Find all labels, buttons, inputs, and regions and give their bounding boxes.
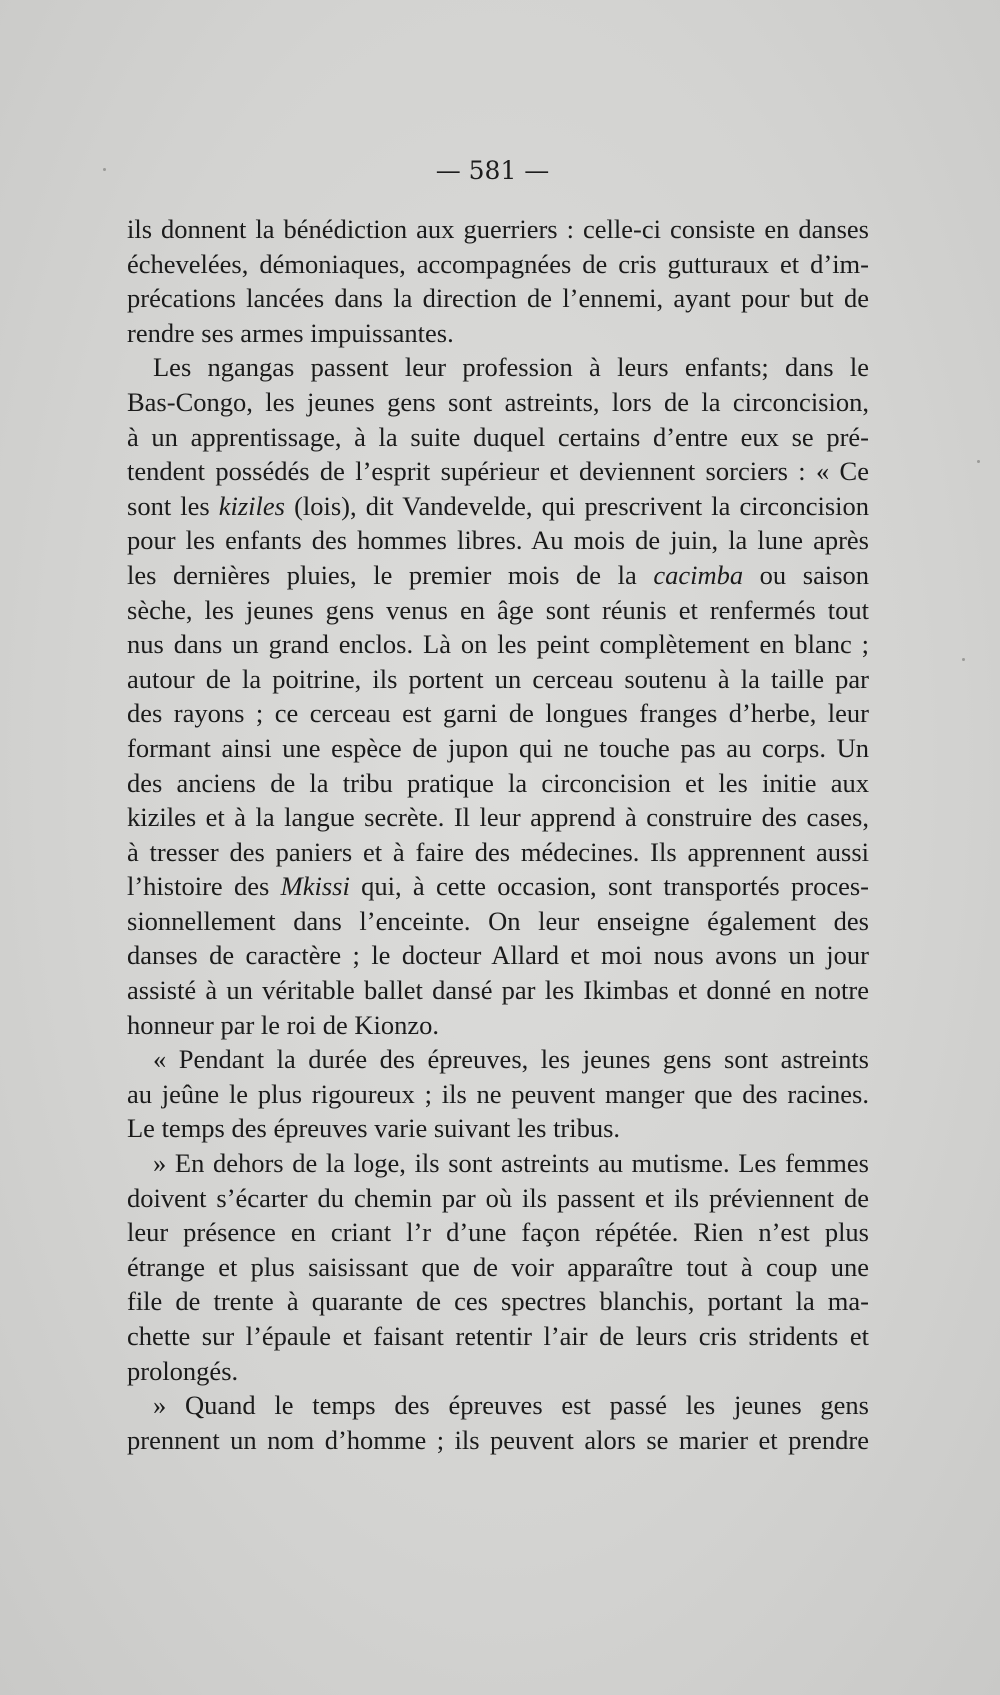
text-line [127, 1215, 869, 1250]
text-segment: sont les [127, 490, 219, 521]
text-line [127, 662, 869, 697]
text-line [127, 212, 869, 247]
text-segment: « Pendant la durée des épreuves, les jeunes gens sont astreints [153, 1044, 869, 1075]
text-line [127, 1077, 869, 1112]
text-segment: chette sur l’épaule et faisant retentir l’air de leurs cris stridents et [127, 1321, 869, 1351]
text-segment: qui, à cette occasion, sont transportés proces- [349, 871, 869, 902]
text-segment: pour les enfants des hommes libres. Au mois de juin, la lune après [127, 525, 869, 556]
text-line [127, 869, 869, 904]
text-line [127, 696, 869, 731]
text-line [127, 281, 869, 316]
text-segment: sèche, les jeunes gens venus en âge sont réunis et renfermés tout [127, 594, 869, 625]
text-line [127, 731, 869, 766]
paper-speck [977, 460, 980, 463]
text-segment: autour de la poitrine, ils portent un cerceau soutenu à la taille par [127, 663, 869, 694]
text-line [127, 523, 869, 558]
text-segment: » En dehors de la loge, ils sont astreints au mutisme. Les femmes [153, 1148, 869, 1179]
text-segment: les dernières pluies, le premier mois de la [127, 559, 654, 590]
text-segment: l’histoire des [127, 871, 281, 902]
text-line [127, 973, 869, 1008]
text-line [127, 247, 869, 282]
text-line [127, 766, 869, 801]
text-segment: file de trente à quarante de ces spectres blanchis, portant la ma- [127, 1286, 869, 1317]
text-segment: des anciens de la tribu pratique la circoncision et les initie aux [127, 767, 869, 798]
text-line [127, 1181, 869, 1216]
text-line [127, 420, 869, 455]
text-segment: à tresser des paniers et à faire des médecines. Ils apprennent aussi [127, 836, 869, 867]
text-segment: tendent possédés de l’esprit supérieur et deviennent sorciers : « Ce [127, 456, 869, 487]
text-line [127, 1319, 869, 1354]
text-segment: Bas-Congo, les jeunes gens sont astreints, lors de la circoncision, [127, 386, 869, 417]
paper-speck [103, 168, 106, 171]
italic-term: cacimba [653, 559, 744, 590]
text-line [127, 904, 869, 939]
page-number: — 581 — [435, 156, 550, 185]
italic-term: kiziles [218, 490, 285, 521]
text-line [127, 938, 869, 973]
text-line [127, 1284, 869, 1319]
text-segment: doivent s’écarter du chemin par où ils passent et ils préviennent de [127, 1182, 869, 1213]
text-line [127, 316, 869, 351]
text-segment: à un apprentissage, à la suite duquel certains d’entre eux se pré- [127, 421, 869, 452]
text-segment: leur présence en criant l’r d’une façon répétée. Rien n’est plus [127, 1217, 869, 1248]
text-line [127, 1354, 869, 1389]
text-segment: précations lancées dans la direction de l’ennemi, ayant pour but de [127, 283, 869, 314]
text-line [127, 1042, 869, 1077]
text-segment: ou saison [743, 559, 870, 590]
text-segment: formant ainsi une espèce de jupon qui ne touche pas au corps. Un [127, 732, 869, 763]
text-line [127, 593, 869, 628]
text-segment: assisté à un véritable ballet dansé par les Ikimbas et donné en notre [127, 975, 869, 1006]
text-segment: ils donnent la bénédiction aux guerriers : celle-ci consiste en danses [127, 214, 869, 244]
text-line [127, 627, 869, 662]
text-segment: sionnellement dans l’enceinte. On leur enseigne également des [127, 905, 869, 936]
text-segment: rendre ses armes impuissantes. [127, 317, 454, 348]
text-line [127, 350, 869, 385]
text-line [127, 1388, 869, 1423]
text-line [127, 489, 869, 524]
text-line [127, 835, 869, 870]
text-line [127, 454, 869, 489]
text-segment: prennent un nom d’homme ; ils peuvent alors se marier et prendre [127, 1424, 869, 1455]
body-text [127, 212, 869, 1457]
text-line [127, 1423, 869, 1458]
text-segment: honneur par le roi de Kionzo. [127, 1009, 440, 1040]
text-line [127, 558, 869, 593]
text-segment: kiziles et à la langue secrète. Il leur apprend à construire des cases, [127, 802, 869, 833]
italic-term: Mkissi [280, 871, 350, 902]
text-segment: au jeûne le plus rigoureux ; ils ne peuvent manger que des racines. [127, 1078, 869, 1109]
text-line [127, 800, 869, 835]
text-segment: » Quand le temps des épreuves est passé les jeunes gens [153, 1390, 869, 1421]
text-segment: prolongés. [127, 1355, 239, 1386]
text-line [127, 1008, 869, 1043]
text-segment: danses de caractère ; le docteur Allard et moi nous avons un jour [127, 940, 869, 971]
text-line [127, 1146, 869, 1181]
text-segment: échevelées, démoniaques, accompagnées de cris gutturaux et d’im- [127, 248, 869, 279]
text-segment: Les ngangas passent leur profession à leurs enfants; dans le [153, 352, 869, 383]
text-line [127, 385, 869, 420]
text-segment: étrange et plus saisissant que de voir apparaître tout à coup une [127, 1251, 869, 1282]
text-segment: (lois), dit Vandevelde, qui prescrivent la circoncision [285, 490, 869, 521]
text-segment: nus dans un grand enclos. Là on les peint complètement en blanc ; [127, 629, 869, 660]
text-line [127, 1111, 869, 1146]
paper-speck [962, 658, 965, 661]
text-segment: Le temps des épreuves varie suivant les tribus. [127, 1113, 621, 1144]
text-segment: des rayons ; ce cerceau est garni de longues franges d’herbe, leur [127, 698, 869, 729]
text-line [127, 1250, 869, 1285]
